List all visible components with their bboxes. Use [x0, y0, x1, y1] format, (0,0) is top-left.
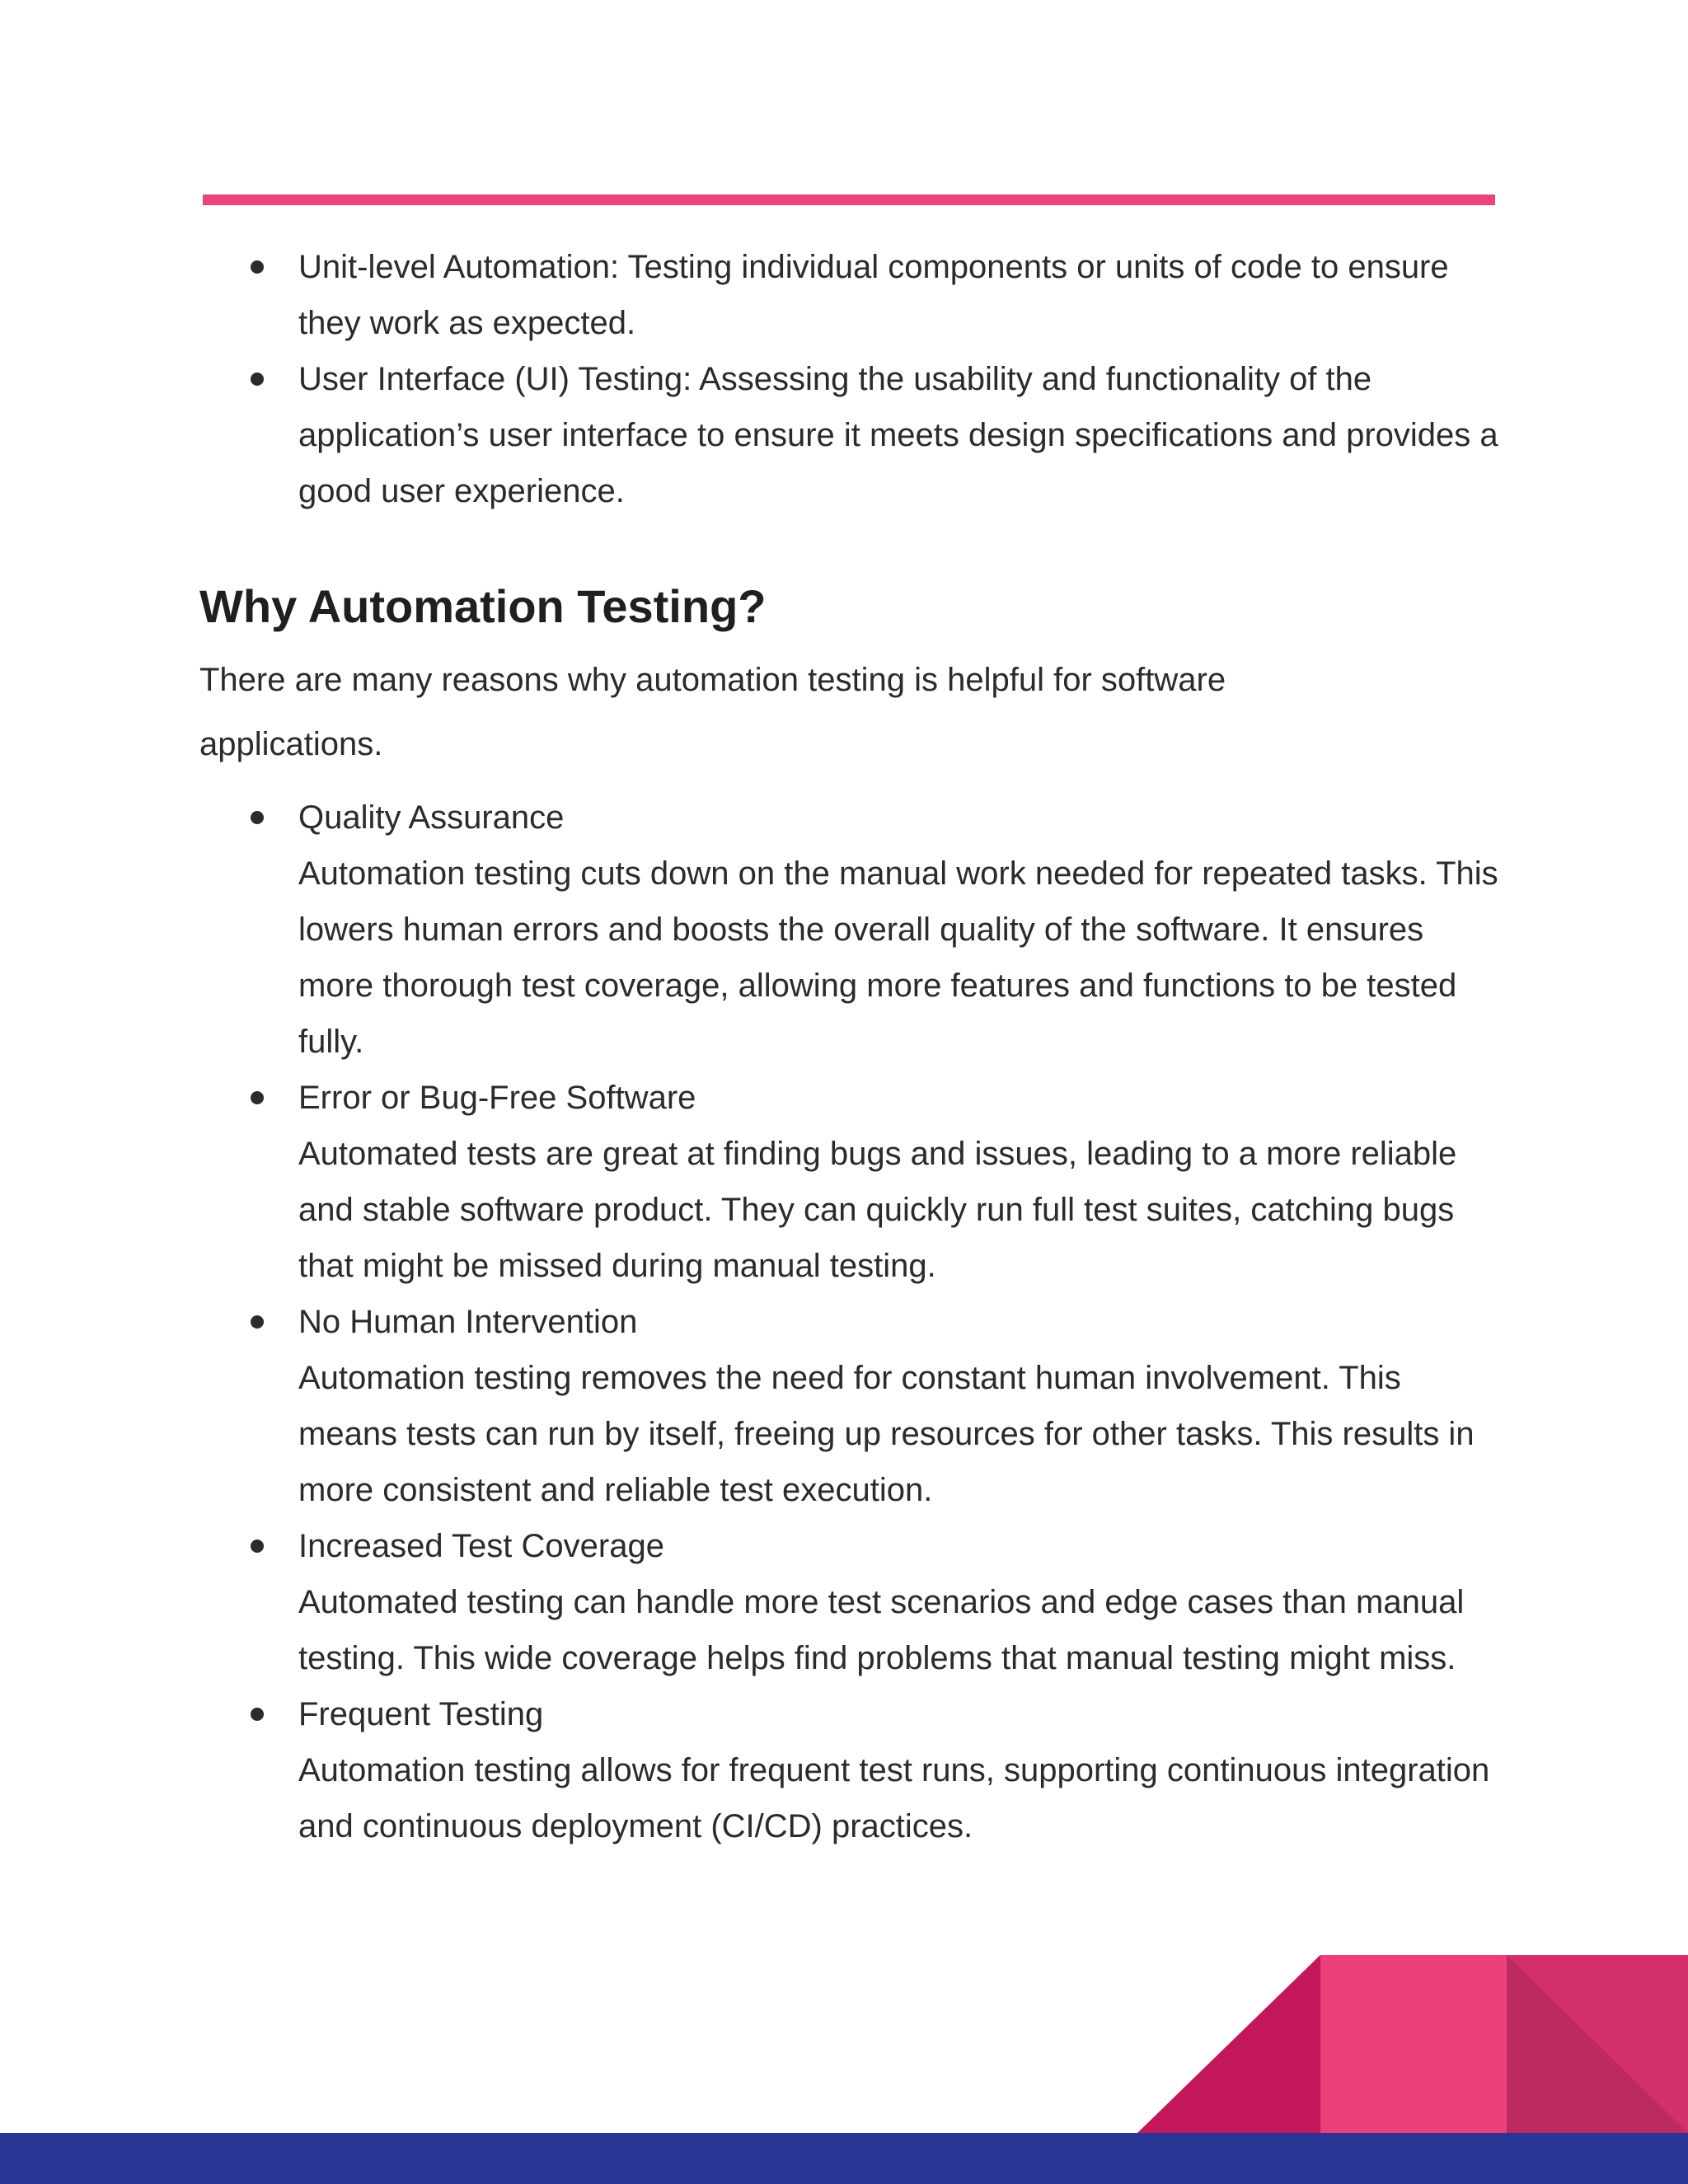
- section-intro: There are many reasons why automation testing is helpful for software applications.: [199, 662, 1226, 762]
- list-item: [298, 790, 1502, 1070]
- list-item-text: User Interface (UI) Testing: Assessing the usability and functionality of the application’s user interface to ensure it meets design specifications and provides a good user experience.: [298, 361, 1498, 509]
- bullet-icon: [251, 260, 264, 274]
- reason-title: Quality Assurance: [298, 799, 565, 836]
- corner-decoration: [1137, 1955, 1688, 2133]
- bullet-icon: [251, 1091, 264, 1104]
- bullet-icon: [251, 1708, 264, 1721]
- list-item: [298, 1686, 1502, 1854]
- bullet-icon: [251, 1540, 264, 1553]
- top-bullet-list: [199, 239, 1502, 519]
- list-item: [298, 1518, 1502, 1686]
- page-content: [199, 239, 1502, 1854]
- bullet-icon: [251, 1315, 264, 1329]
- reason-title: Frequent Testing: [298, 1696, 544, 1732]
- reason-body: Automation testing cuts down on the manual work needed for repeated tasks. This lowers human errors and boosts the overall quality of the software. It ensures more thorough test coverage, allowing more features and functions to be tested fully.: [298, 855, 1498, 1060]
- reason-title: Error or Bug-Free Software: [298, 1080, 696, 1116]
- footer-bar: [0, 2133, 1688, 2184]
- list-item-text: Unit-level Automation: Testing individual components or units of code to ensure they work as expected.: [298, 249, 1449, 341]
- reason-title: No Human Intervention: [298, 1304, 638, 1340]
- deco-block-pink: [1320, 1955, 1507, 2133]
- bullet-icon: [251, 373, 264, 386]
- reason-body: Automated tests are great at finding bugs and issues, leading to a more reliable and stable software product. They can quickly run full test suites, catching bugs that might be missed during manual testing.: [298, 1136, 1457, 1284]
- deco-triangle-dark: [1137, 1955, 1320, 2133]
- reason-title: Increased Test Coverage: [298, 1528, 664, 1564]
- list-item: [298, 351, 1502, 519]
- reason-body: Automated testing can handle more test scenarios and edge cases than manual testing. This wide coverage helps find problems that manual testing might miss.: [298, 1584, 1465, 1676]
- list-item: [298, 239, 1502, 351]
- reason-body: Automation testing removes the need for constant human involvement. This means tests can run by itself, freeing up resources for other tasks. This results in more consistent and reliable test execution.: [298, 1360, 1475, 1508]
- bullet-icon: [251, 811, 264, 824]
- list-item: [298, 1070, 1502, 1294]
- reason-body: Automation testing allows for frequent test runs, supporting continuous integration and continuous deployment (CI/CD) practices.: [298, 1752, 1490, 1844]
- top-accent-rule: [203, 194, 1495, 205]
- list-item: [298, 1294, 1502, 1518]
- section-heading: Why Automation Testing?: [199, 580, 767, 632]
- reasons-list: [199, 790, 1502, 1854]
